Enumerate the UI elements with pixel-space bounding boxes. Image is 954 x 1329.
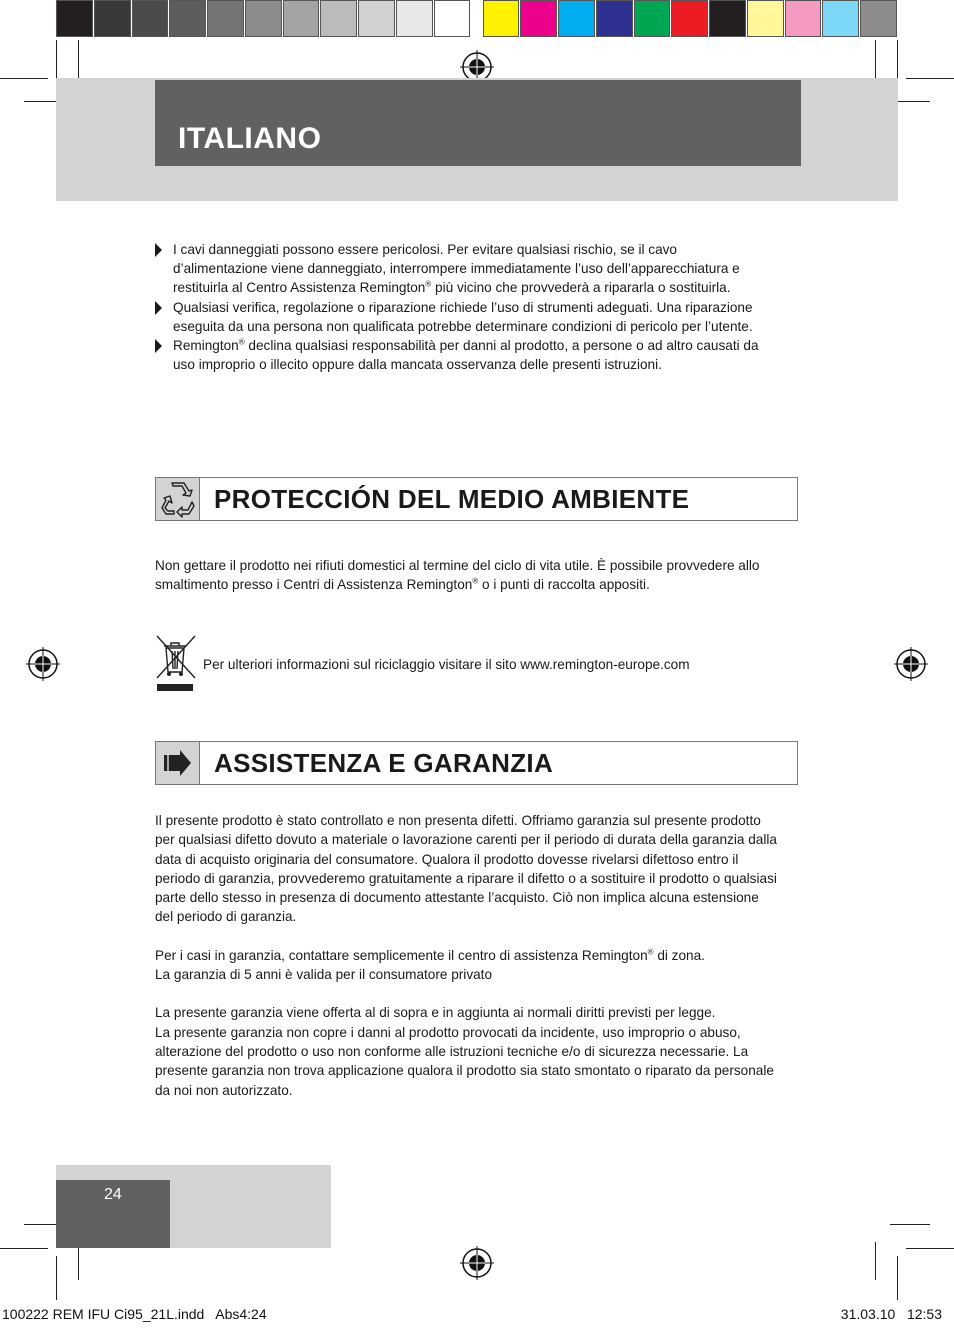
- color-swatch: [483, 0, 520, 37]
- color-swatch: [860, 0, 897, 37]
- crop-mark: [0, 1248, 48, 1249]
- crop-mark: [906, 1248, 954, 1249]
- crop-mark: [56, 40, 57, 80]
- crop-mark: [890, 1224, 930, 1225]
- color-swatch: [283, 0, 320, 37]
- color-swatch: [785, 0, 822, 37]
- crop-mark: [56, 1256, 57, 1300]
- color-swatch: [747, 0, 784, 37]
- registration-mark-icon: [894, 647, 928, 681]
- list-item: Qualsiasi verifica, regolazione o riparazione richiede l’uso di strumenti adeguati. Una riparazione eseguita da una persona non qualificata potrebbe determinare condizioni di pericolo per l’utente.: [155, 298, 775, 336]
- section-header-warranty: [155, 741, 798, 785]
- crop-mark: [897, 1256, 898, 1300]
- safety-bullet-list: [155, 240, 775, 374]
- section-title: ASSISTENZA E GARANZIA: [214, 748, 554, 778]
- color-swatch: [396, 0, 433, 37]
- registration-mark-icon: [26, 647, 60, 681]
- page-number: 24: [104, 1186, 122, 1203]
- date-slug: 31.03.10 12:53: [840, 1306, 942, 1322]
- crossed-bin-icon: [155, 634, 197, 692]
- color-swatch: [671, 0, 708, 37]
- file-slug: 100222 REM IFU Ci95_21L.indd Abs4:24: [2, 1306, 267, 1322]
- section-title: PROTECCIÓN DEL MEDIO AMBIENTE: [214, 484, 690, 514]
- triangle-bullet-icon: [155, 243, 162, 257]
- crop-mark: [875, 1242, 876, 1280]
- color-calibration-bar: [56, 0, 898, 39]
- color-swatch: [94, 0, 131, 37]
- color-swatch: [520, 0, 557, 37]
- triangle-bullet-icon: [155, 339, 162, 353]
- triangle-bullet-icon: [155, 301, 162, 315]
- color-swatch: [207, 0, 244, 37]
- crop-mark: [0, 78, 48, 79]
- list-item: I cavi danneggiati possono essere pericolosi. Per evitare qualsiasi rischio, se il cavo d’alimentazione viene danneggiato, interrompere immediatamente l’uso dell’apparecchiatura e restituirla al Centro Assistenza Remington® più vicino che provvederà a ripararla o sostituirla.: [155, 240, 775, 298]
- crop-mark: [906, 78, 954, 79]
- recycle-icon: [156, 478, 200, 520]
- color-swatch: [434, 0, 471, 37]
- color-swatch: [245, 0, 282, 37]
- color-swatch: [358, 0, 395, 37]
- color-swatch: [132, 0, 169, 37]
- warranty-text: Il presente prodotto è stato controllato e non presenta difetti. Offriamo garanzia sul presente prodotto per qualsiasi difetto dovuto a materiale o lavorazione carenti per il periodo di durata della garanzia dalla data di acquisto originaria del consumatore. Qualora il prodotto dovesse rivelarsi difettoso entro il periodo di garanzia, provvederemo gratuitamente a riparare il difetto o a sostituire il prodotto o qualsiasi parte dello stesso in presenza di documento attestante l’acquisto. Ciò non implica alcuna estensione del periodo di garanzia. Per i casi in garanzia, contattare semplicemente il centro di assistenza Remington® di zona. La garanzia di 5 anni è valida per il consumatore privato La presente garanzia viene offerta al di sopra e in aggiunta ai normali diritti previsti per legge. La presente garanzia non copre i danni al prodotto provocati da incidente, uso improprio o abuso, alterazione del prodotto o uso non conforme alle istruzioni tecniche e/o di sicurezza necessarie. La presente garanzia non trova applicazione qualora il prodotto sia stato smontato o riparato da personale da noi non autorizzato.: [155, 813, 777, 1098]
- page-title: ITALIANO: [178, 122, 322, 155]
- color-swatch: [709, 0, 746, 37]
- color-swatch: [822, 0, 859, 37]
- recycling-info-text: Per ulteriori informazioni sul riciclaggio visitare il sito www.remington-europe.com: [203, 657, 690, 672]
- color-swatch: [56, 0, 93, 37]
- environment-paragraph: Non gettare il prodotto nei rifiuti domestici al termine del ciclo di vita utile. È possibile provvedere allo smaltimento presso i Centri di Assistenza Remington® o i punti di raccolta appositi.: [155, 558, 760, 593]
- section-header-environment: [155, 477, 798, 521]
- color-swatch: [558, 0, 595, 37]
- color-swatch: [634, 0, 671, 37]
- registration-mark-icon: [460, 1246, 494, 1280]
- color-swatch: [169, 0, 206, 37]
- color-swatch: [320, 0, 357, 37]
- crop-mark: [897, 40, 898, 80]
- color-swatch: [596, 0, 633, 37]
- arrow-right-icon: [156, 742, 200, 784]
- list-item: Remington® declina qualsiasi responsabilità per danni al prodotto, a persone o ad altro causati da uso improprio o illecito oppure dalla mancata osservanza delle presenti istruzioni.: [155, 336, 775, 374]
